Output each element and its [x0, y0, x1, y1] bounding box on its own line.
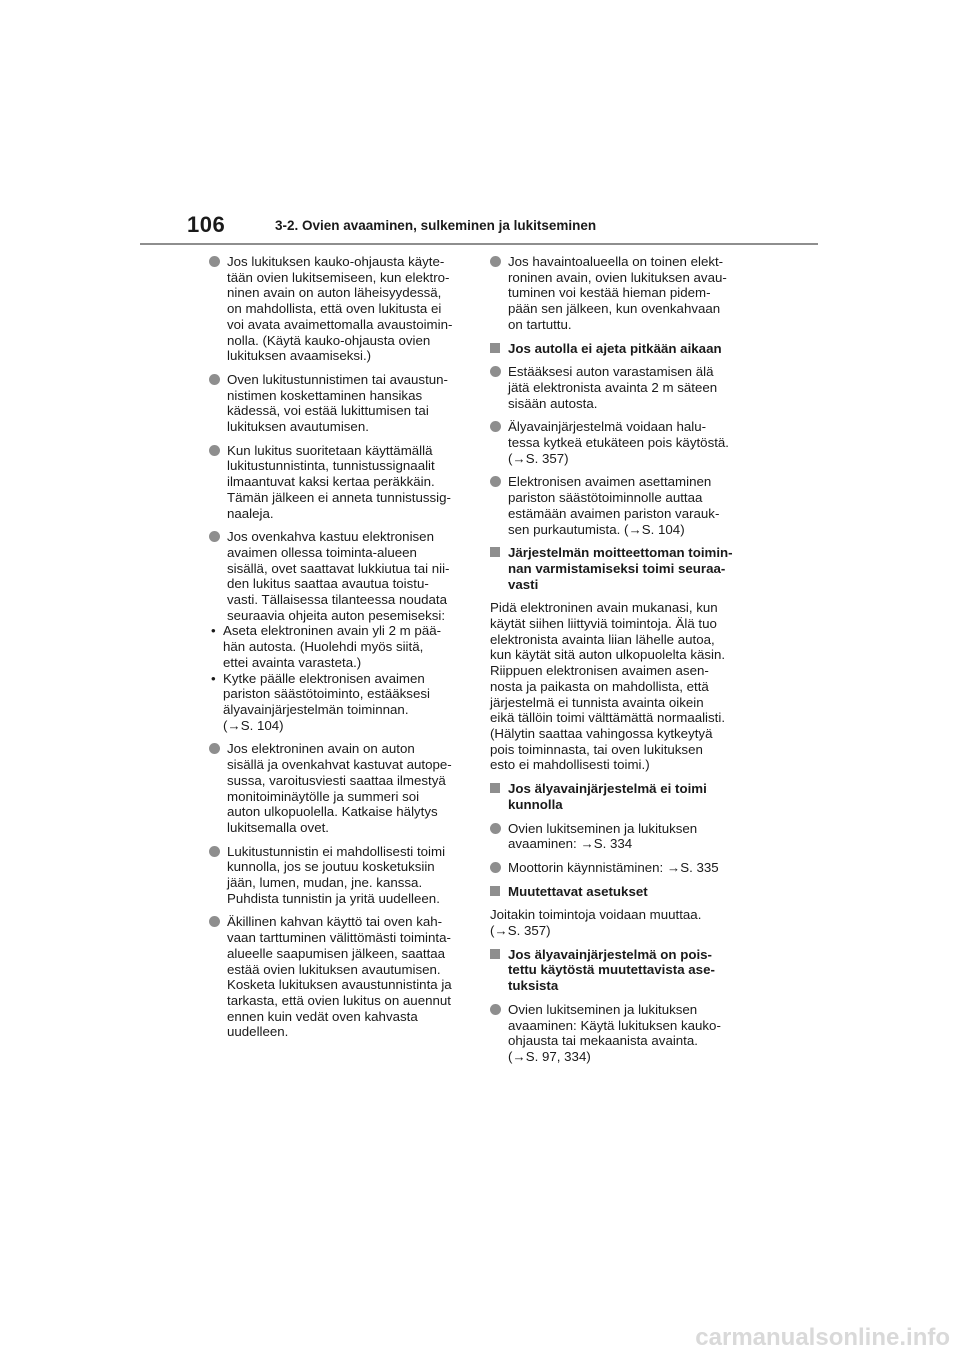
sub-bullet-text: Aseta elektroninen avain yli 2 m pää- hän autosta. (Huolehdi myös siitä, ettei avainta varasteta.) — [223, 623, 442, 670]
square-bullet-icon — [490, 547, 500, 557]
left-column — [209, 254, 471, 1048]
bullet-dot-icon — [209, 374, 220, 385]
sub-bullet-item — [209, 623, 471, 670]
bullet-text: Jos elektroninen avain on auton sisällä ja ovenkahvat kastuvat autope- sussa, varoitusviesti saattaa ilmestyä monitoiminäytölle ja summeri soi auton ulkopuolella. Katkaise hälytys lukitsemalla ovet. — [227, 741, 452, 835]
subheading-text: Järjestelmän moitteettoman toimin- nan varmistamiseksi toimi seuraa- vasti — [508, 545, 733, 592]
subheading — [490, 341, 758, 357]
square-bullet-icon — [490, 886, 500, 896]
section-title: 3-2. Ovien avaaminen, sulkeminen ja lukitseminen — [275, 218, 597, 233]
bullet-text: Lukitustunnistin ei mahdollisesti toimi kunnolla, jos se joutuu kosketuksiin jään, lumen, mudan, jne. kanssa. Puhdista tunnistin ja yritä uudelleen. — [227, 843, 446, 906]
sub-bullet-text: Kytke päälle elektronisen avaimen pariston säästötoiminto, estääksesi älyavainjärjestelmän toiminnan. (→S. 104) — [223, 670, 430, 733]
square-bullet-icon — [490, 783, 500, 793]
bullet-text: Ovien lukitseminen ja lukituksen avaaminen: →S. 334 — [508, 820, 698, 852]
bullet-text: Oven lukitustunnistimen tai avaustun- nistimen koskettaminen hansikas kädessä, voi estää lukittumisen tai lukituksen avautumisen. — [227, 371, 448, 435]
bullet-item — [490, 821, 758, 852]
bullet-text: Elektronisen avaimen asettaminen pariston säästötoiminnolle auttaa estämään avaimen pariston varauk- sen purkautumista. (→S. 104) — [508, 474, 720, 537]
bullet-text: Äkillinen kahvan käyttö tai oven kah- vaan tarttuminen välittömästi toiminta- alueelle saapumisen jälkeen, saattaa estää ovien lukituksen avautumisen. Kosketa lukituksen avaustunnistinta ja tarkasta, että ovien lukitus on auennut ennen kuin vedät oven kahvasta uudelleen. — [227, 914, 452, 1040]
subheading-text: Jos älyavainjärjestelmä on pois- tettu käytöstä muutettavista ase- tuksista — [508, 946, 715, 994]
bullet-text: Jos havaintoalueella on toinen elekt- roninen avain, ovien lukituksen avau- tuminen voi kestää hieman pidem- pään sen jälkeen, kun ovenkahvaan on tartuttu. — [508, 254, 727, 332]
subheading-text: Muutettavat asetukset — [508, 883, 648, 899]
bullet-text: Estääksesi auton varastamisen älä jätä elektronista avainta 2 m säteen sisään autosta. — [508, 364, 718, 411]
subheading-text: Jos autolla ei ajeta pitkään aikaan — [508, 340, 722, 356]
subheading-text: Jos älyavainjärjestelmä ei toimi kunnolla — [508, 781, 707, 812]
subheading — [490, 947, 758, 994]
bullet-dot-icon — [209, 531, 220, 542]
bullet-item — [209, 844, 471, 907]
bullet-item — [490, 860, 758, 876]
bullet-dot-icon — [209, 916, 220, 927]
subheading — [490, 545, 758, 592]
bullet-dot-icon — [490, 476, 501, 487]
bullet-item — [490, 254, 758, 333]
bullet-text: Ovien lukitseminen ja lukituksen avaaminen: Käytä lukituksen kauko- ohjausta tai mekaanista avainta. (→S. 97, 334) — [508, 1001, 721, 1064]
bullet-item — [490, 419, 758, 466]
bullet-dot-icon — [490, 421, 501, 432]
subheading — [490, 884, 758, 900]
bullet-dot-icon — [490, 862, 501, 873]
bullet-text: Älyavainjärjestelmä voidaan halu- tessa kytkeä etukäteen pois käytöstä. (→S. 357) — [508, 419, 730, 466]
bullet-item — [209, 443, 471, 522]
bullet-dot-icon — [490, 823, 501, 834]
bullet-dot-icon — [209, 846, 220, 857]
bullet-text: Jos lukituksen kauko-ohjausta käyte- tään ovien lukitsemiseen, kun elektro- ninen avain on auton läheisyydessä, on mahdollista, että oven lukitusta ei voi avata avaimettomalla avaustoimin- nolla. (Käytä kauko-ohjausta ovien lukituksen avaamiseksi.) — [227, 254, 453, 364]
bullet-item — [209, 372, 471, 435]
square-bullet-icon — [490, 343, 500, 353]
paragraph: Pidä elektroninen avain mukanasi, kun käytät siihen liittyviä toimintoja. Älä tuo elektronista avainta liian lähelle autoa, kun käytät sitä auton ulkopuolelta käsin. Riippuen elektronisen avaimen asen- nosta ja paikasta on mahdollista, että järjestelmä ei tunnista avainta oikein eikä tällöin toimi välttämättä normaalisti. (Hälytin saattaa vahingossa kytkeytyä pois toiminnasta, tai oven lukituksen esto ei mahdollisesti toimi.) — [490, 600, 726, 773]
square-bullet-icon — [490, 949, 500, 959]
bullet-item — [209, 529, 471, 733]
bullet-text: Jos ovenkahva kastuu elektronisen avaimen ollessa toiminta-alueen sisällä, ovet saattavat lukkiutua tai nii- den lukitus saattaa avautua toistu- vasti. Tällaisessa tilanteessa noudata seuraavia ohjeita auton pesemiseksi: — [227, 529, 450, 623]
bullet-dot-icon — [209, 445, 220, 456]
bullet-item — [209, 741, 471, 835]
watermark: carmanualsonline.info — [695, 1324, 950, 1351]
bullet-item — [490, 1002, 758, 1065]
page-number: 106 — [187, 212, 226, 237]
bullet-dot-icon — [490, 366, 501, 377]
subheading — [490, 781, 758, 812]
paragraph: Joitakin toimintoja voidaan muuttaa. (→S. 357) — [490, 907, 702, 939]
bullet-item — [490, 364, 758, 411]
sub-bullet-mark: • — [211, 670, 216, 686]
header-divider — [140, 243, 818, 245]
bullet-text: Moottorin käynnistäminen: →S. 335 — [508, 859, 719, 875]
bullet-dot-icon — [490, 256, 501, 267]
bullet-dot-icon — [209, 743, 220, 754]
bullet-dot-icon — [209, 256, 220, 267]
sub-bullet-item — [209, 671, 471, 734]
right-column — [490, 254, 758, 1073]
bullet-item — [490, 474, 758, 537]
bullet-item — [209, 914, 471, 1040]
bullet-item — [209, 254, 471, 364]
bullet-text: Kun lukitus suoritetaan käyttämällä lukitustunnistinta, tunnistussignaalit ilmaantuvat kaksi kertaa peräkkäin. Tämän jälkeen ei anneta tunnistussig- naaleja. — [227, 442, 451, 521]
sub-bullet-mark: • — [211, 623, 216, 639]
bullet-dot-icon — [490, 1004, 501, 1015]
